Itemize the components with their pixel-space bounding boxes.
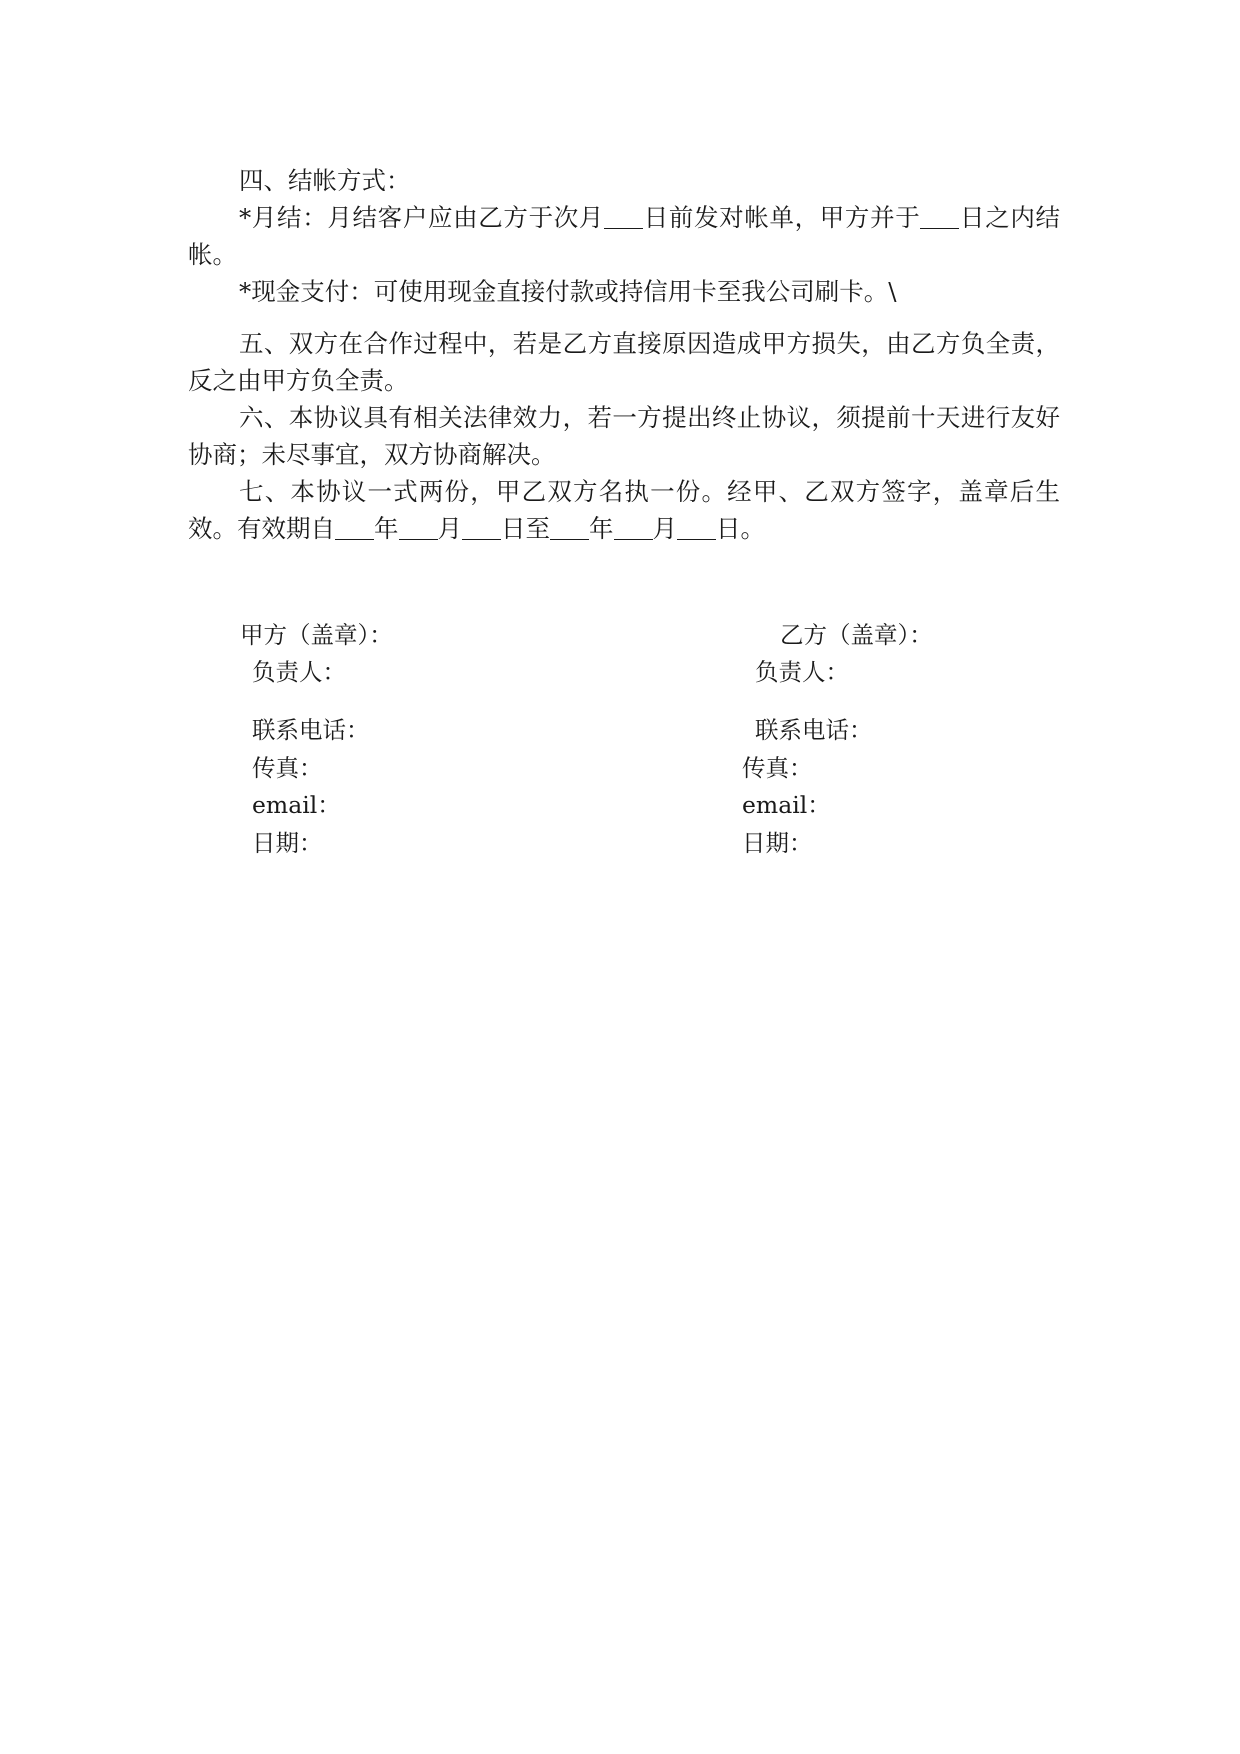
section-7-text: 七、本协议一式两份，甲乙双方名执一份。经甲、乙双方签字，盖章后生效。有效期自 [188, 477, 1060, 543]
party-a-responsible: 负责人： [252, 658, 346, 686]
blank-field[interactable] [920, 204, 959, 229]
day-end-label: 日。 [716, 514, 765, 543]
month-label: 月 [652, 514, 677, 543]
party-b-phone: 联系电话： [755, 716, 873, 744]
section-4-cash: *现金支付：可使用现金直接付款或持信用卡至我公司刷卡。\ [239, 277, 897, 306]
agreement-body [188, 162, 1060, 547]
day-to-label: 日至 [501, 514, 550, 543]
monthly-mid: 日前发对帐单，甲方并于 [643, 203, 921, 232]
year-label: 年 [374, 514, 399, 543]
blank-field[interactable] [614, 515, 653, 540]
section-6: 六、本协议具有相关法律效力，若一方提出终止协议，须提前十天进行友好协商；未尽事宜，双方协商解决。 [188, 403, 1060, 469]
party-a-phone: 联系电话： [252, 716, 370, 744]
section-4-monthly [188, 199, 1060, 273]
party-b-responsible: 负责人： [755, 658, 849, 686]
party-b-fax: 传真： [742, 754, 813, 782]
party-b-title: 乙方（盖章）： [780, 621, 933, 649]
blank-field[interactable] [604, 204, 643, 229]
section-4-title: 四、结帐方式： [239, 166, 411, 195]
party-b-date: 日期： [742, 829, 813, 857]
year-label: 年 [589, 514, 614, 543]
month-label: 月 [437, 514, 462, 543]
section-7 [188, 473, 1060, 547]
blank-field[interactable] [462, 515, 501, 540]
party-a-title: 甲方（盖章）： [240, 621, 393, 649]
party-a-date: 日期： [252, 829, 323, 857]
section-5: 五、双方在合作过程中，若是乙方直接原因造成甲方损失，由乙方负全责，反之由甲方负全责。 [188, 329, 1060, 395]
party-b-email: email： [742, 791, 831, 819]
party-a-fax: 传真： [252, 754, 323, 782]
blank-field[interactable] [550, 515, 589, 540]
blank-field[interactable] [335, 515, 374, 540]
blank-field[interactable] [677, 515, 716, 540]
monthly-prefix: *月结：月结客户应由乙方于次月 [239, 203, 605, 232]
blank-field[interactable] [399, 515, 438, 540]
monthly-suffix: 日之内结帐。 [188, 203, 1061, 269]
party-a-email: email： [252, 791, 341, 819]
